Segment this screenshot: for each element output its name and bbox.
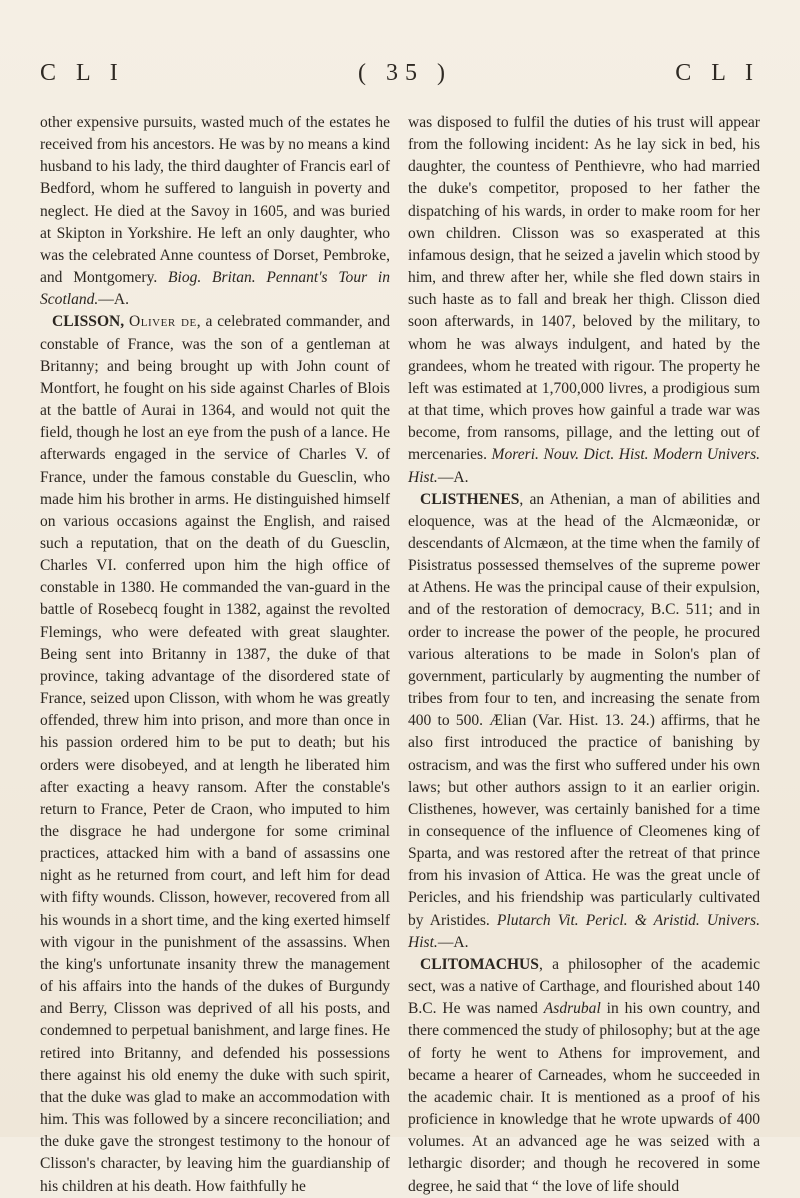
entry-headword: CLISTHENES [420,490,520,508]
entry-continuation: was disposed to fulfil the duties of his trust will appear from the following incident: As he lay sick in bed, his daughter, the countess of Penthievre, who had married the duke's competitor, proposed to her father the dispatching of his wards, in order to make room for her own children. Clisson was so exasperated at this infamous design, that he seized a javelin which stood by him, and threw after her, while she fled down stairs in such haste as to fall and break her thigh. Clisson died soon afterwards, in 1407, beloved by the military, to whom he was always indulgent, and hated by the grandees, whom he treated with rigour. The property he left was estimated at 1,700,000 livres, a prodigious sum at that time, which proves how gainful a trade war was become, from ransoms, pillage, and the letting out of mercenaries. Moreri. Nouv. Dict. Hist. Modern Univers. Hist.—A. [408,114,761,486]
header-right: C L I [675,60,760,86]
entry-clisthenes: CLISTHENES, an Athenian, a man of abilities and eloquence, was at the head of the Alcmæonidæ, or descendants of Alcmæon, at the time when the family of Pisistratus possessed themselves of the supreme power at Athens. He was the principal cause of their expulsion, and of the restoration of democracy, B.C. 511; and in order to increase the power of the people, he procured various alterations to be made in Solon's plan of government, particularly by augmenting the number of tribes from four to ten, and increasing the senate from 400 to 500. Ælian (Var. Hist. 13. 24.) affirms, that he also first introduced the practice of banishing by ostracism, and was the first who suffered under his own laws; but other authors assign to it an earlier origin. Clisthenes, however, was certainly banished for a time in consequence of the influence of Cleomenes king of Sparta, and was restored after the retreat of that prince from his invasion of Attica. He was the great uncle of Pericles, and his friendship was particularly cultivated by Aristides. Plutarch Vit. Pericl. & Aristid. Univers. Hist.—A. [408,490,760,951]
entry-headword: CLISSON, [52,313,130,331]
reference: Pennant's Tour in Scotland. [40,269,391,309]
left-column [40,112,391,1195]
page-number: ( 35 ) [358,60,452,86]
entry-headword: CLITOMACHUS [420,955,539,973]
reference: Plutarch Vit. Pericl. & Aristid. Univers. Hist. [408,911,760,951]
page-header [40,60,760,94]
entry-continuation: other expensive pursuits, wasted much of the estates he received from his ancestors. He was by no means a kind husband to his lady, the third daughter of Francis earl of Bedford, whom he suffered to languish in poverty and neglect. He died at the Savoy in 1605, and was buried at Skipton in Yorkshire. He left an only daughter, who was the celebrated Anne countess of Dorset, Pembroke, and Montgomery. Biog. Britan. Pennant's Tour in Scotland.—A. [40,114,391,309]
entry-clisson: CLISSON, Oliver de, a celebrated commander, and constable of France, was the son of a gentleman at Britanny; and being brought up with John count of Montfort, he fought on his side against Charles of Blois at the battle of Aurai in 1364, and would not quit the field, though he lost an eye from the push of a lance. He afterwards engaged in the service of Charles V. of France, under the famous constable du Guesclin, who made him his brother in arms. He distinguished himself on various occasions against the English, and raised such a reputation, that on the death of du Guesclin, Charles VI. conferred upon him the high office of constable in 1380. He commanded the van-guard in the battle of Rosebecq fought in 1382, against the revolted Flemings, who were defeated with great slaughter. Being sent into Britanny in 1387, the duke of that province, taking advantage of the disordered state of France, seized upon Clisson, with whom he was greatly offended, threw him into prison, and more than once in his passion ordered him to be put to death; but his orders were disobeyed, and at length he liberated him after exacting a heavy ransom. After the constable's return to France, Peter de Craon, who imputed to him the disgrace he had undergone for some criminal practices, attacked him with a band of assassins one night as he returned from court, and left him for dead with fifty wounds. Clisson, however, recovered from all his wounds in a short time, and the king exerted himself with vigour in the punishment of the assassins. When the king's unfortunate insanity threw the management of his affairs into the hands of the dukes of Burgundy and Berry, Clisson was deprived of all his posts, and condemned to perpetual banishment, and large fines. He retired into Britanny, and defended his possessions there against his old enemy the duke with such spirit, that the duke was glad to make an accommodation with him. This was followed by a sincere reconciliation; and the duke gave the strongest testimony to the honour of Clisson's character, by leaving him the guardianship of his children at his death. How faithfully he [40,313,391,1195]
reference: Moreri. Nouv. Dict. Hist. Modern Univers. Hist. [408,446,761,486]
header-left: C L I [40,60,125,86]
entry-clitomachus: CLITOMACHUS, a philosopher of the academic sect, was a native of Carthage, and flourished about 140 B.C. He was named Asdrubal in his own country, and there commenced the study of philosophy; but at the age of forty he went to Athens for improvement, and became a hearer of Carneades, whom he succeeded in the academic chair. It is mentioned as a proof of his proficience in knowledge that he wrote upwards of 400 volumes. At an advanced age he was seized with a lethargic disorder; and though he recovered in some degree, he said that “ the love of life should [408,955,760,1195]
reference: Biog. Britan. [168,269,256,287]
right-column [408,112,761,1195]
